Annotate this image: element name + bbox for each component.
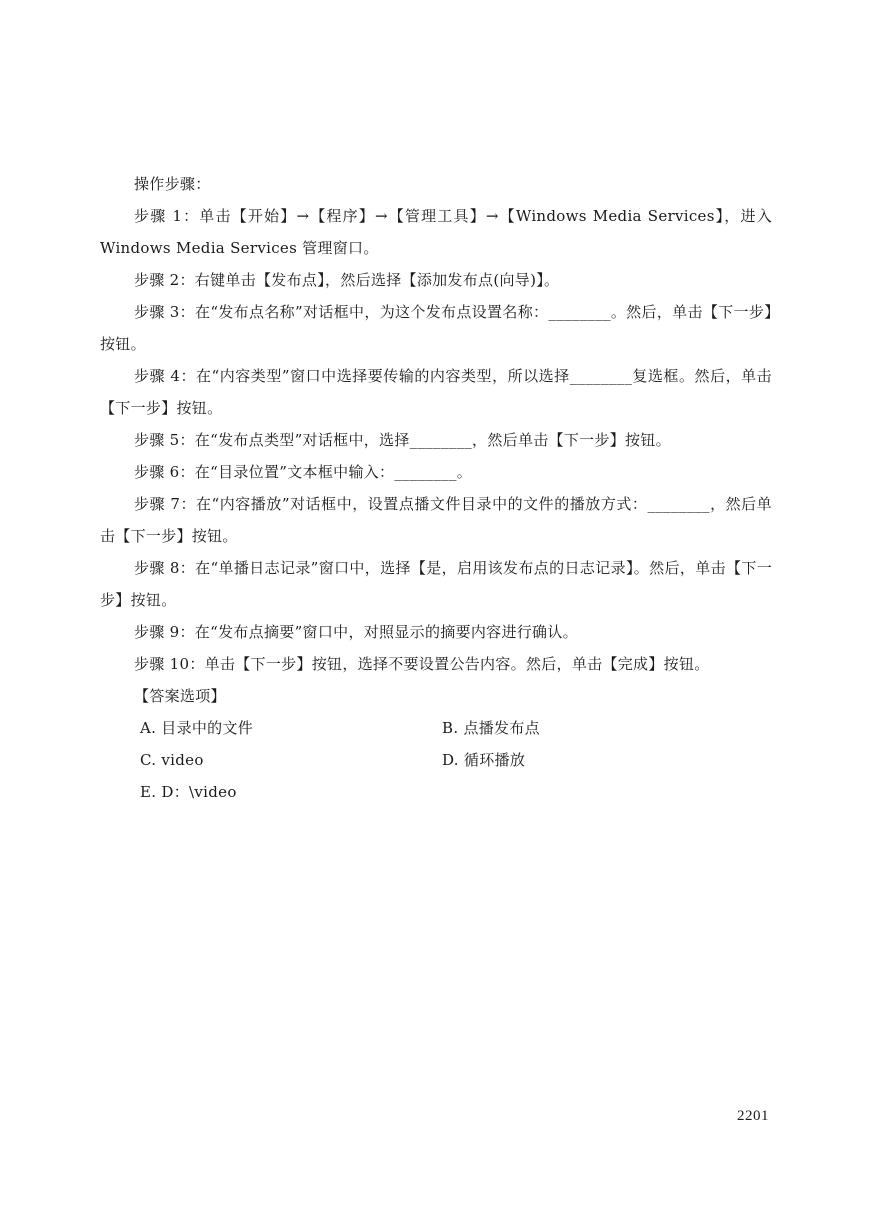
answer-options-heading: 【答案选项】 xyxy=(134,687,226,705)
step-5: 步骤 5：在“发布点类型”对话框中，选择________，然后单击【下一步】按钮。 xyxy=(134,431,671,449)
step-10: 步骤 10：单击【下一步】按钮，选择不要设置公告内容。然后，单击【完成】按钮。 xyxy=(134,655,710,673)
option-d: D. 循环播放 xyxy=(442,751,526,769)
page-number: 2201 xyxy=(737,1108,769,1124)
step-9: 步骤 9：在“发布点摘要”窗口中，对照显示的摘要内容进行确认。 xyxy=(134,623,578,641)
step-3: 步骤 3：在“发布点名称”对话框中，为这个发布点设置名称：________。然后，单击【下一步】按钮。 xyxy=(100,303,772,353)
step-6: 步骤 6：在“目录位置”文本框中输入：________。 xyxy=(134,463,473,481)
step-2: 步骤 2：右键单击【发布点】，然后选择【添加发布点(向导)】。 xyxy=(134,271,560,289)
option-a: A. 目录中的文件 xyxy=(140,719,254,737)
option-row xyxy=(140,744,772,776)
option-row xyxy=(140,776,772,808)
step-7: 步骤 7：在“内容播放”对话框中，设置点播文件目录中的文件的播放方式：________，然后单击【下一步】按钮。 xyxy=(100,495,772,545)
intro-heading: 操作步骤： xyxy=(134,175,211,193)
step-4: 步骤 4：在“内容类型”窗口中选择要传输的内容类型，所以选择________复选框。然后，单击【下一步】按钮。 xyxy=(100,367,772,417)
option-row xyxy=(140,712,772,744)
step-8: 步骤 8：在“单播日志记录”窗口中，选择【是，启用该发布点的日志记录】。然后，单击【下一步】按钮。 xyxy=(100,559,772,609)
option-e: E. D：\video xyxy=(140,783,237,801)
option-c: C. video xyxy=(140,751,204,769)
answer-options xyxy=(100,712,772,808)
option-b: B. 点播发布点 xyxy=(442,719,540,737)
document-body xyxy=(100,168,772,808)
step-1: 步骤 1：单击【开始】→【程序】→【管理工具】→【Windows Media Services】，进入 Windows Media Services 管理窗口。 xyxy=(100,207,772,257)
